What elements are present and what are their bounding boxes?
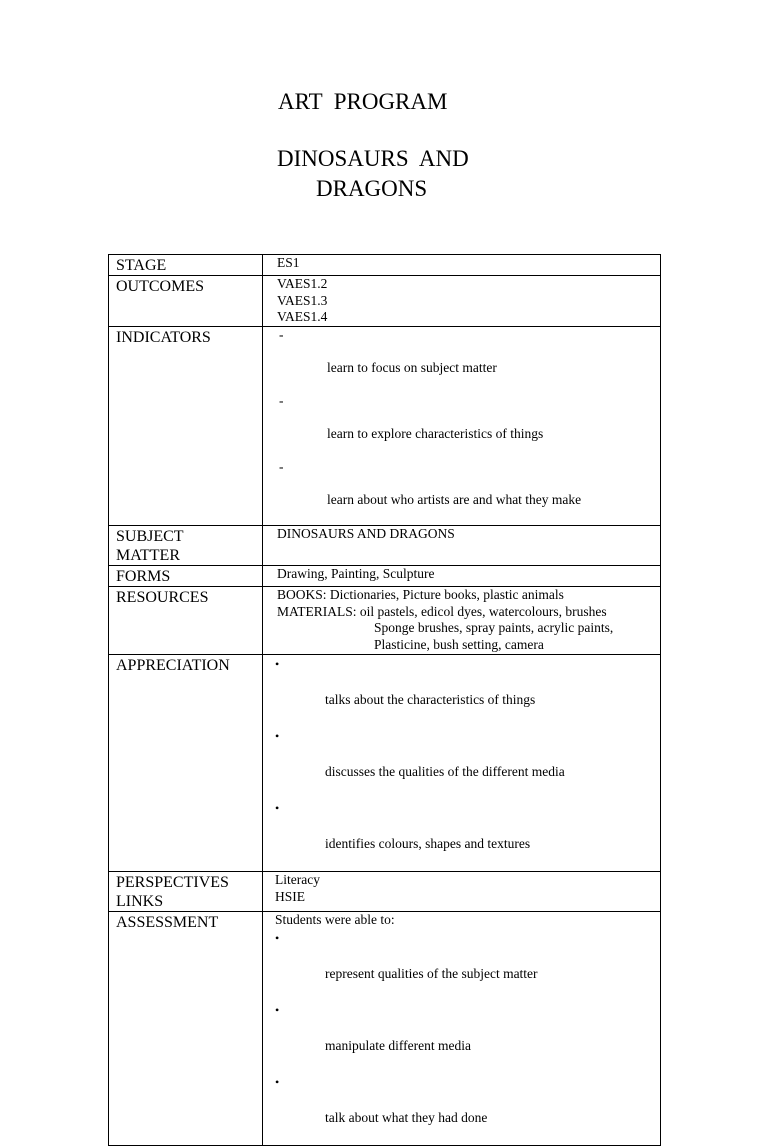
resources-value-cell bbox=[263, 587, 661, 655]
bullet-icon: • bbox=[275, 801, 280, 815]
table-row-indicators bbox=[109, 327, 661, 526]
outcomes-value-cell bbox=[263, 276, 661, 327]
stage-value: ES1 bbox=[277, 255, 300, 270]
resources-line: Plasticine, bush setting, camera bbox=[374, 636, 544, 652]
assessment-text: talk about what they had done bbox=[325, 1109, 488, 1125]
perspectives-label-cell bbox=[109, 872, 263, 912]
table-row-perspectives bbox=[109, 872, 661, 912]
subject-matter-label-cell bbox=[109, 526, 263, 566]
outcome-item: VAES1.4 bbox=[277, 309, 328, 324]
bullet-icon: • bbox=[275, 1074, 280, 1089]
stage-label: STAGE bbox=[116, 257, 167, 274]
indicators-label: INDICATORS bbox=[116, 329, 211, 346]
table-row-assessment bbox=[109, 912, 661, 1146]
outcomes-label: OUTCOMES bbox=[116, 278, 205, 295]
perspective-item: Literacy bbox=[275, 872, 320, 887]
indicators-label-cell bbox=[109, 327, 263, 526]
appreciation-text: identifies colours, shapes and textures bbox=[325, 836, 531, 851]
assessment-intro: Students were able to: bbox=[275, 912, 395, 927]
outcome-item: VAES1.3 bbox=[277, 292, 328, 308]
appreciation-item bbox=[275, 799, 660, 871]
table-row-stage bbox=[109, 255, 661, 276]
subject-matter-label-line2: MATTER bbox=[116, 547, 180, 564]
assessment-value-cell bbox=[263, 912, 661, 1146]
appreciation-value-cell bbox=[263, 655, 661, 872]
bullet-icon: • bbox=[275, 1002, 280, 1017]
bullet-icon: • bbox=[275, 930, 280, 945]
forms-label-cell bbox=[109, 566, 263, 587]
assessment-text: manipulate different media bbox=[325, 1037, 471, 1053]
appreciation-text: talks about the characteristics of things bbox=[325, 692, 536, 707]
stage-label-cell bbox=[109, 255, 263, 276]
forms-label: FORMS bbox=[116, 568, 171, 585]
dash-marker: - bbox=[279, 459, 284, 474]
assessment-text: represent qualities of the subject matter bbox=[325, 965, 538, 981]
appreciation-label: APPRECIATION bbox=[116, 657, 230, 674]
subject-matter-value-cell bbox=[263, 526, 661, 566]
appreciation-text: discusses the qualities of the different media bbox=[325, 764, 565, 779]
indicator-item bbox=[277, 459, 660, 525]
perspectives-value-cell bbox=[263, 872, 661, 912]
indicator-item bbox=[277, 327, 660, 393]
table-row-subject-matter bbox=[109, 526, 661, 566]
resources-line: BOOKS: Dictionaries, Picture books, plastic animals bbox=[277, 587, 564, 602]
outcomes-label-cell bbox=[109, 276, 263, 327]
document-subtitle-line2: DRAGONS bbox=[316, 176, 428, 201]
indicator-text: learn to explore characteristics of things bbox=[327, 426, 544, 441]
appreciation-label-cell bbox=[109, 655, 263, 872]
assessment-label: ASSESSMENT bbox=[116, 914, 219, 931]
subject-matter-label-line1: SUBJECT bbox=[116, 528, 184, 545]
resources-label: RESOURCES bbox=[116, 589, 209, 606]
subject-matter-value: DINOSAURS AND DRAGONS bbox=[277, 526, 455, 541]
bullet-icon: • bbox=[275, 729, 280, 743]
appreciation-item bbox=[275, 655, 660, 727]
assessment-item bbox=[275, 929, 660, 1001]
table-row-outcomes bbox=[109, 276, 661, 327]
perspective-item: HSIE bbox=[275, 888, 305, 904]
indicator-text: learn about who artists are and what they make bbox=[327, 492, 582, 507]
perspectives-label-line2: LINKS bbox=[116, 893, 164, 910]
indicator-text: learn to focus on subject matter bbox=[327, 360, 497, 375]
table-row-resources bbox=[109, 587, 661, 655]
appreciation-item bbox=[275, 727, 660, 799]
assessment-item bbox=[275, 1073, 660, 1145]
program-table bbox=[108, 254, 661, 1146]
resources-line: MATERIALS: oil pastels, edicol dyes, watercolours, brushes bbox=[277, 603, 607, 619]
document-title: ART PROGRAM bbox=[278, 89, 448, 114]
resources-label-cell bbox=[109, 587, 263, 655]
perspectives-label-line1: PERSPECTIVES bbox=[116, 874, 229, 891]
table-row-forms bbox=[109, 566, 661, 587]
document-subtitle-line1: DINOSAURS AND bbox=[277, 146, 469, 171]
dash-marker: - bbox=[279, 327, 284, 342]
forms-value: Drawing, Painting, Sculpture bbox=[277, 566, 435, 581]
outcome-item: VAES1.2 bbox=[277, 276, 328, 291]
table-row-appreciation bbox=[109, 655, 661, 872]
resources-line: Sponge brushes, spray paints, acrylic paints, bbox=[374, 620, 614, 635]
assessment-label-cell bbox=[109, 912, 263, 1146]
indicators-value-cell bbox=[263, 327, 661, 526]
stage-value-cell bbox=[263, 255, 661, 276]
indicator-item bbox=[277, 393, 660, 459]
assessment-item bbox=[275, 1001, 660, 1073]
forms-value-cell bbox=[263, 566, 661, 587]
dash-marker: - bbox=[279, 393, 284, 408]
bullet-icon: • bbox=[275, 657, 280, 671]
